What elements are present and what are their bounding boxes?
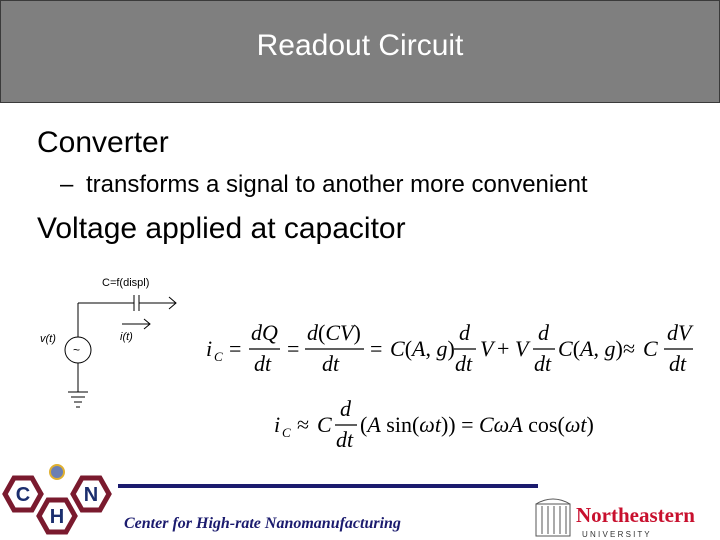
svg-text:V: V <box>480 336 494 361</box>
svg-text:i: i <box>274 412 281 437</box>
svg-text:dV: dV <box>667 320 692 345</box>
svg-text:=: = <box>370 336 383 361</box>
svg-text:=: = <box>287 336 300 361</box>
svg-text:dt: dt <box>336 427 354 452</box>
svg-text:=: = <box>229 336 242 361</box>
svg-text:+: + <box>497 336 510 361</box>
cap-label: C=f(displ) <box>102 277 150 289</box>
footer-divider <box>118 484 538 488</box>
svg-text:C: C <box>214 349 223 364</box>
svg-text:d: d <box>538 320 549 345</box>
svg-text:d: d <box>459 320 470 345</box>
svg-text:d(CV): d(CV) <box>307 320 361 345</box>
svg-text:i: i <box>206 336 213 361</box>
svg-text:≈: ≈ <box>297 412 310 437</box>
slide-title: Readout Circuit <box>256 29 464 62</box>
equation-2 <box>272 398 602 456</box>
university-seal-icon <box>536 499 570 536</box>
source-symbol: ~ <box>73 343 81 357</box>
svg-text:dt: dt <box>254 351 272 376</box>
svg-text:C: C <box>282 425 291 440</box>
sub-bullet-text: transforms a signal to another more convenient <box>86 171 588 198</box>
svg-text:C(A, g): C(A, g) <box>558 336 623 361</box>
logo-letter-h: H <box>49 506 65 528</box>
svg-text:C: C <box>317 412 332 437</box>
svg-text:dt: dt <box>322 351 340 376</box>
university-wordmark: U N I V E R S I T Y <box>582 530 650 539</box>
svg-text:dt: dt <box>669 351 687 376</box>
svg-text:C(A, g): C(A, g) <box>390 336 455 361</box>
equation-1 <box>204 318 704 378</box>
footer-center-text: Center for High-rate Nanomanufacturing <box>124 515 401 532</box>
svg-text:V: V <box>515 336 529 361</box>
bullet-converter: Converter <box>37 126 169 159</box>
svg-text:dt: dt <box>534 351 552 376</box>
source-label: v(t) <box>40 333 56 345</box>
atom-icon <box>50 465 64 479</box>
sub-bullet-transforms <box>60 171 588 199</box>
northeastern-logo <box>534 496 720 540</box>
logo-letter-n: N <box>83 484 99 506</box>
bullet-voltage: Voltage applied at capacitor <box>37 212 406 245</box>
svg-text:dt: dt <box>455 351 473 376</box>
svg-text:d: d <box>340 398 351 421</box>
svg-text:C: C <box>643 336 658 361</box>
chn-logo <box>0 458 120 540</box>
northeastern-wordmark: Northeastern <box>576 503 695 527</box>
current-label: i(t) <box>120 331 133 343</box>
svg-text:(A sin(ωt)) = CωA cos(ωt): (A sin(ωt)) = CωA cos(ωt) <box>360 412 594 437</box>
sub-bullet-dash: – <box>60 171 74 198</box>
logo-letter-c: C <box>15 484 31 506</box>
svg-text:≈: ≈ <box>623 336 636 361</box>
svg-text:dQ: dQ <box>251 320 278 345</box>
title-bar <box>0 0 720 103</box>
circuit-diagram <box>30 270 200 415</box>
